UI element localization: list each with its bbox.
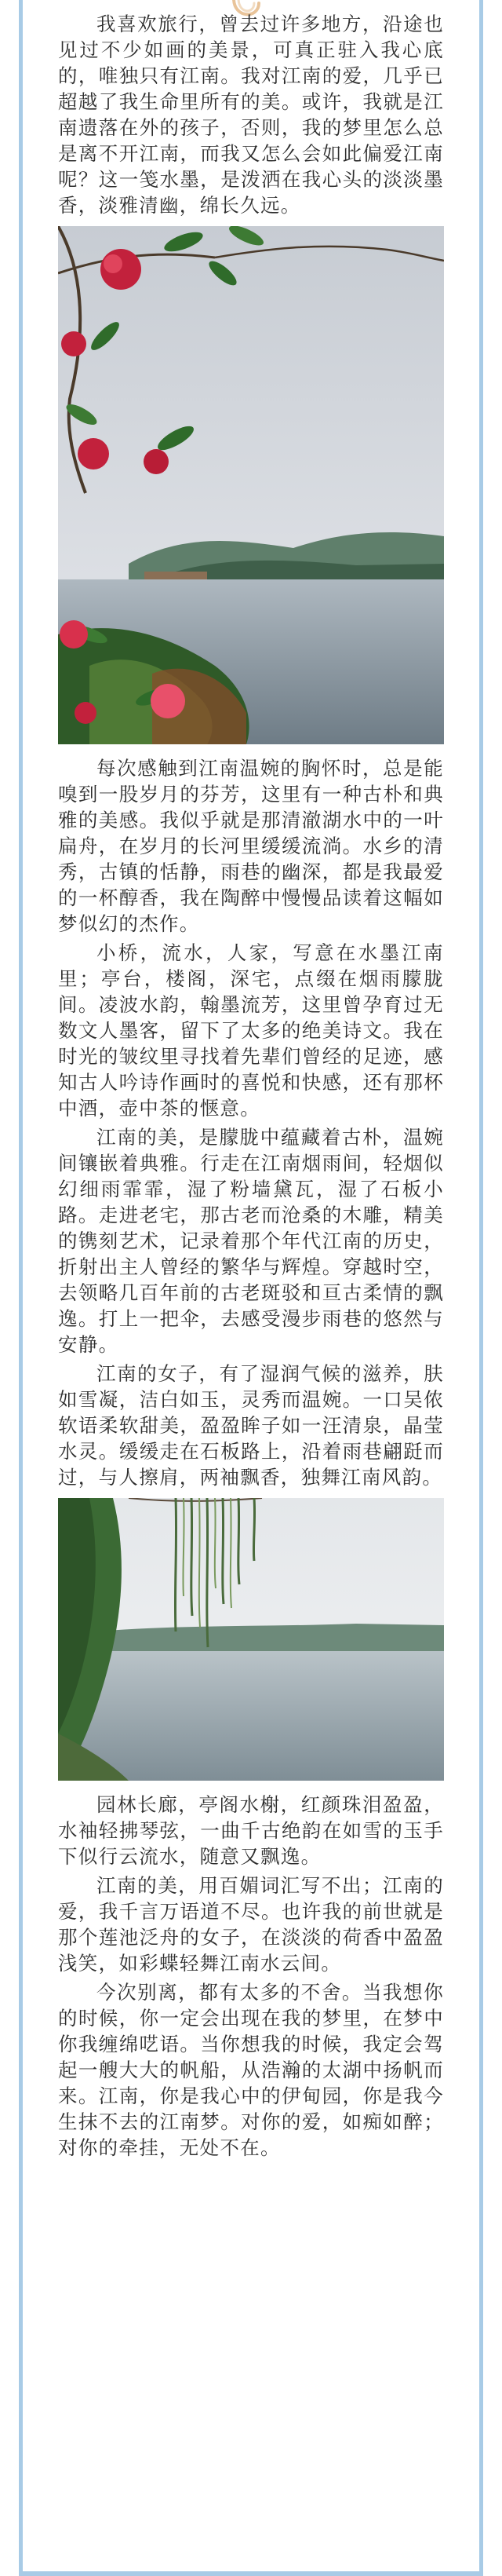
bottom-border (19, 2571, 483, 2576)
paragraph-1: 我喜欢旅行，曾去过许多地方，沿途也见过不少如画的美景，可真正驻入我心底的，唯独只有江南。我对江南的爱，几乎已超越了我生命里所有的美。或许，我就是江南遗落在外的孩子，否则，我的梦里怎么总是离不开江南，而我又怎么会如此偏爱江南呢？这一笺水墨，是泼洒在我心头的淡淡墨香，淡雅清幽，绵长久远。 (58, 13, 444, 217)
left-border (19, 0, 23, 2576)
article-body (58, 0, 444, 2161)
paragraph-6: 园林长廊，亭阁水榭，红颜珠泪盈盈，水袖轻拂琴弦，一曲千古绝韵在如雪的玉手下似行云流水，随意又飘逸。 (58, 1793, 444, 1868)
right-border (479, 0, 483, 2576)
paragraph-7: 江南的美，用百媚词汇写不出；江南的爱，我千言万语道不尽。也许我的前世就是那个莲池泛舟的女子，在淡淡的荷香中盈盈浅笑，如彩蝶轻舞江南水云间。 (58, 1874, 444, 1975)
lake-with-red-flowers-photo (58, 226, 444, 744)
paragraph-8: 今次别离，都有太多的不舍。当我想你的时候，你一定会出现在我的梦里，在梦中你我缠绵呓语。当你想我的时候，我定会驾起一艘大大的帆船，从浩瀚的太湖中扬帆而来。江南，你是我心中的伊甸园，你是我今生抹不去的江南梦。对你的爱，如痴如醉；对你的牵挂，无处不在。 (58, 1981, 444, 2159)
photo-2-drawing (58, 1498, 444, 1781)
paragraph-2: 每次感触到江南温婉的胸怀时，总是能嗅到一股岁月的芬芳，这里有一种古朴和典雅的美感。我似乎就是那清澈湖水中的一叶扁舟，在岁月的长河里缓缓流淌。水乡的清秀，古镇的恬静，雨巷的幽深，都是我最爱的一杯醇香，我在陶醉中慢慢品读着这幅如梦似幻的杰作。 (58, 757, 444, 935)
photo-1-drawing (58, 226, 444, 744)
paragraph-3: 小桥，流水，人家，写意在水墨江南里；亭台，楼阁，深宅，点缀在烟雨朦胧间。凌波水韵，翰墨流芳，这里曾孕育过无数文人墨客，留下了太多的绝美诗文。我在时光的皱纹里寻找着先辈们曾经的足迹，感知古人吟诗作画时的喜悦和快感，还有那杯中酒，壶中茶的惬意。 (58, 941, 444, 1120)
lake-with-willow-photo (58, 1498, 444, 1781)
paragraph-4: 江南的美，是朦胧中蕴藏着古朴，温婉间镶嵌着典雅。行走在江南烟雨间，轻烟似幻细雨霏霏，湿了粉墙黛瓦，湿了石板小路。走进老宅，那古老而沧桑的木雕，精美的镌刻艺术，记录着那个年代江南的历史，折射出主人曾经的繁华与辉煌。穿越时空，去领略几百年前的古老斑驳和亘古柔情的飘逸。打上一把伞，去感受漫步雨巷的悠然与安静。 (58, 1126, 444, 1356)
paragraph-5: 江南的女子，有了湿润气候的滋养，肤如雪凝，洁白如玉，灵秀而温婉。一口吴侬软语柔软甜美，盈盈眸子如一汪清泉，晶莹水灵。缓缓走在石板路上，沿着雨巷翩跹而过，与人擦肩，两袖飘香，独舞江南风韵。 (58, 1362, 444, 1489)
